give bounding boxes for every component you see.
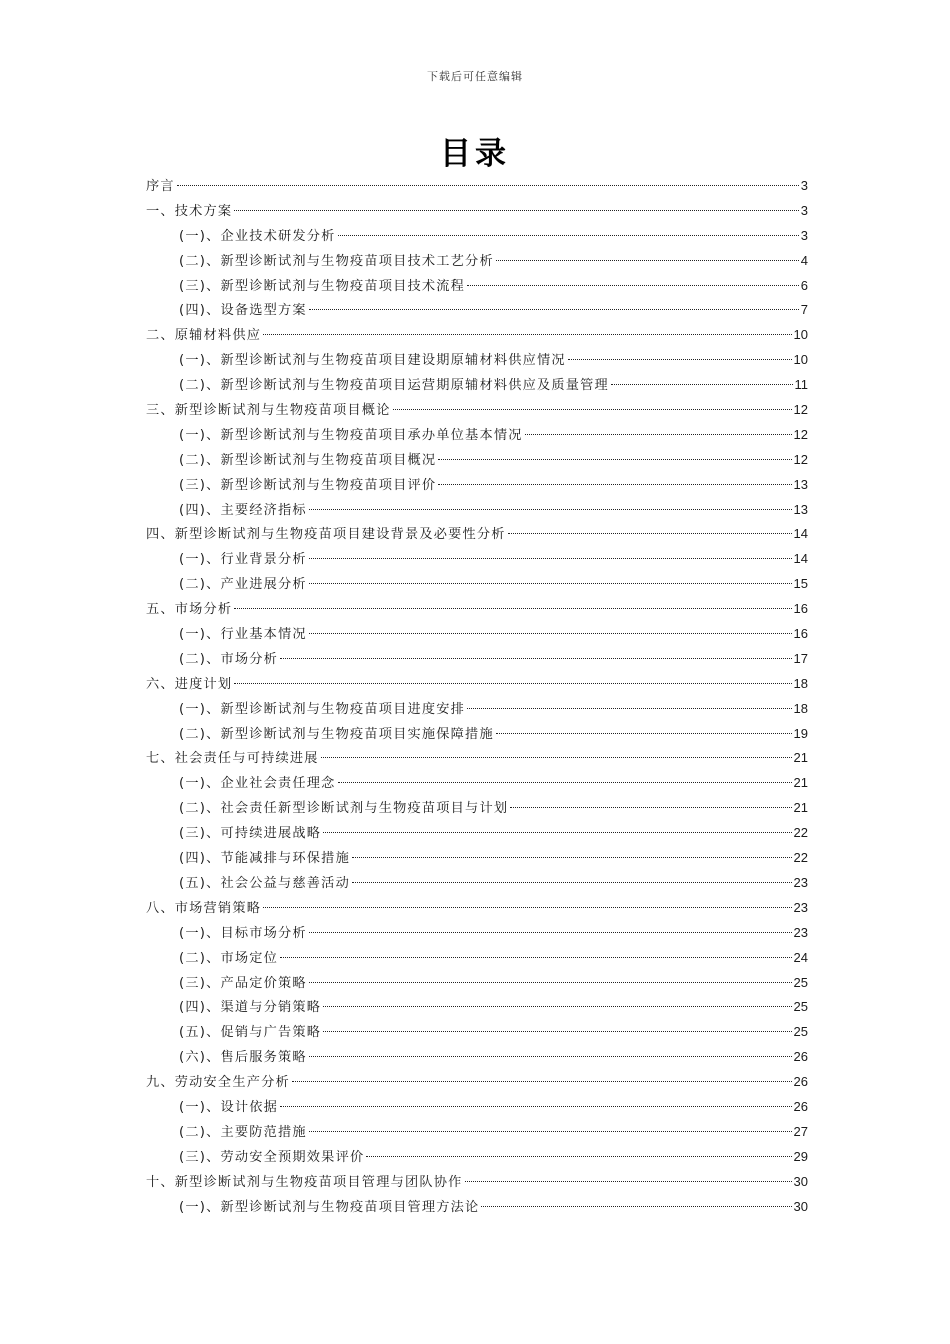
toc-entry-label: 六、进度计划 [146, 676, 233, 692]
toc-chapter-entry[interactable] [146, 597, 808, 622]
toc-section-entry[interactable] [146, 971, 808, 996]
toc-entry-page-number: 27 [793, 1123, 808, 1139]
toc-entry-label: (一)、新型诊断试剂与生物疫苗项目进度安排 [179, 701, 466, 717]
toc-section-entry[interactable] [146, 946, 808, 971]
dot-leader [309, 558, 792, 559]
dot-leader [467, 285, 799, 286]
dot-leader [321, 757, 792, 758]
toc-section-entry[interactable] [146, 871, 808, 896]
toc-entry-label: (六)、售后服务策略 [179, 1050, 307, 1066]
toc-section-entry[interactable] [146, 1095, 808, 1120]
toc-entry-page-number: 21 [793, 750, 808, 766]
toc-entry-label: 九、劳动安全生产分析 [146, 1075, 290, 1091]
toc-section-entry[interactable] [146, 697, 808, 722]
toc-entry-page-number: 29 [793, 1148, 808, 1164]
toc-entry-page-number: 26 [793, 1098, 808, 1114]
toc-entry-label: (一)、行业基本情况 [179, 627, 307, 643]
toc-entry-label: (三)、产品定价策略 [179, 975, 307, 991]
dot-leader [525, 434, 792, 435]
toc-section-entry[interactable] [146, 622, 808, 647]
toc-entry-page-number: 21 [793, 800, 808, 816]
toc-section-entry[interactable] [146, 1045, 808, 1070]
toc-entry-label: (二)、社会责任新型诊断试剂与生物疫苗项目与计划 [179, 801, 509, 817]
toc-section-entry[interactable] [146, 995, 808, 1020]
toc-entry-page-number: 25 [793, 974, 808, 990]
toc-section-entry[interactable] [146, 846, 808, 871]
toc-entry-page-number: 25 [793, 1024, 808, 1040]
toc-entry-label: (四)、渠道与分销策略 [179, 1000, 322, 1016]
toc-entry-page-number: 25 [793, 999, 808, 1015]
toc-section-entry[interactable] [146, 473, 808, 498]
toc-entry-label: 序言 [146, 179, 175, 194]
toc-section-entry[interactable] [146, 224, 808, 249]
dot-leader [438, 459, 791, 460]
dot-leader [234, 608, 791, 609]
toc-entry-label: 七、社会责任与可持续进展 [146, 751, 319, 767]
toc-entry-label: (四)、主要经济指标 [179, 502, 307, 518]
toc-entry-page-number: 18 [793, 675, 808, 691]
toc-entry-label: (一)、设计依据 [179, 1099, 279, 1115]
toc-section-entry[interactable] [146, 796, 808, 821]
toc-entry-label: (二)、新型诊断试剂与生物疫苗项目运营期原辅材料供应及质量管理 [179, 378, 609, 394]
toc-entry-label: (二)、市场定位 [179, 950, 279, 966]
dot-leader [292, 1081, 792, 1082]
toc-entry-page-number: 14 [793, 551, 808, 567]
toc-section-entry[interactable] [146, 373, 808, 398]
toc-entry-page-number: 14 [793, 526, 808, 542]
toc-section-entry[interactable] [146, 722, 808, 747]
toc-entry-page-number: 10 [793, 327, 808, 343]
toc-entry-label: (二)、新型诊断试剂与生物疫苗项目实施保障措施 [179, 726, 494, 742]
toc-chapter-entry[interactable] [146, 1170, 808, 1195]
toc-entry-label: (五)、社会公益与慈善活动 [179, 875, 350, 891]
dot-leader [177, 185, 799, 186]
dot-leader [481, 1206, 791, 1207]
toc-entry-page-number: 3 [800, 178, 808, 193]
toc-section-entry[interactable] [146, 249, 808, 274]
toc-entry-page-number: 19 [793, 725, 808, 741]
toc-entry-page-number: 12 [793, 402, 808, 418]
toc-section-entry[interactable] [146, 1195, 808, 1220]
toc-entry-label: (二)、新型诊断试剂与生物疫苗项目概况 [179, 452, 437, 468]
toc-section-entry[interactable] [146, 1145, 808, 1170]
dot-leader [309, 583, 792, 584]
dot-leader [568, 359, 792, 360]
toc-entry-label: (三)、可持续进展战略 [179, 826, 322, 842]
toc-entry-page-number: 26 [793, 1049, 808, 1065]
dot-leader [393, 409, 792, 410]
toc-entry-label: 五、市场分析 [146, 602, 233, 618]
dot-leader [352, 882, 792, 883]
toc-entry-page-number: 17 [793, 650, 808, 666]
toc-entry-page-number: 23 [793, 899, 808, 915]
dot-leader [510, 807, 791, 808]
toc-entry-label: (一)、新型诊断试剂与生物疫苗项目管理方法论 [179, 1199, 480, 1215]
toc-entry-label: (四)、节能减排与环保措施 [179, 851, 350, 867]
toc-section-entry[interactable] [146, 1020, 808, 1045]
toc-entry-page-number: 23 [793, 874, 808, 890]
dot-leader [323, 1031, 791, 1032]
toc-chapter-entry[interactable] [146, 174, 808, 199]
toc-section-entry[interactable] [146, 274, 808, 299]
toc-entry-page-number: 26 [793, 1074, 808, 1090]
toc-entry-page-number: 22 [793, 825, 808, 841]
toc-chapter-entry[interactable] [146, 896, 808, 921]
dot-leader [280, 957, 792, 958]
toc-entry-label: (一)、行业背景分析 [179, 552, 307, 568]
dot-leader [438, 484, 791, 485]
toc-section-entry[interactable] [146, 348, 808, 373]
dot-leader [508, 533, 792, 534]
toc-entry-page-number: 13 [793, 476, 808, 492]
dot-leader [309, 309, 799, 310]
toc-chapter-entry[interactable] [146, 746, 808, 771]
toc-entry-label: 三、新型诊断试剂与生物疫苗项目概论 [146, 403, 391, 419]
toc-section-entry[interactable] [146, 498, 808, 523]
page-title: 目录 [440, 136, 510, 172]
toc-section-entry[interactable] [146, 647, 808, 672]
toc-entry-label: (一)、新型诊断试剂与生物疫苗项目承办单位基本情况 [179, 427, 523, 443]
toc-section-entry[interactable] [146, 448, 808, 473]
toc-entry-page-number: 18 [793, 700, 808, 716]
toc-section-entry[interactable] [146, 547, 808, 572]
dot-leader [309, 1131, 792, 1132]
dot-leader [309, 633, 792, 634]
toc-entry-label: 二、原辅材料供应 [146, 328, 262, 344]
dot-leader [309, 1056, 792, 1057]
toc-entry-page-number: 7 [800, 302, 808, 318]
toc-entry-page-number: 3 [800, 202, 808, 218]
toc-entry-page-number: 4 [800, 252, 808, 268]
toc-entry-page-number: 22 [793, 850, 808, 866]
toc-entry-label: (三)、新型诊断试剂与生物疫苗项目评价 [179, 477, 437, 493]
toc-entry-page-number: 21 [793, 775, 808, 791]
dot-leader [611, 384, 793, 385]
toc-entry-label: (五)、促销与广告策略 [179, 1025, 322, 1041]
table-of-contents [146, 174, 808, 1219]
dot-leader [309, 932, 792, 933]
toc-chapter-entry[interactable] [146, 398, 808, 423]
toc-entry-label: (一)、目标市场分析 [179, 925, 307, 941]
dot-leader [338, 782, 792, 783]
toc-entry-page-number: 6 [800, 277, 808, 293]
toc-chapter-entry[interactable] [146, 323, 808, 348]
toc-entry-label: (四)、设备选型方案 [179, 303, 307, 319]
dot-leader [263, 334, 791, 335]
toc-entry-page-number: 11 [794, 377, 808, 393]
toc-entry-label: (一)、企业技术研发分析 [179, 228, 336, 244]
toc-entry-page-number: 10 [793, 352, 808, 368]
dot-leader [366, 1156, 791, 1157]
toc-entry-label: (二)、主要防范措施 [179, 1124, 307, 1140]
dot-leader [338, 235, 799, 236]
toc-entry-label: (二)、产业进展分析 [179, 577, 307, 593]
toc-entry-label: (三)、新型诊断试剂与生物疫苗项目技术流程 [179, 278, 466, 294]
toc-chapter-entry[interactable] [146, 672, 808, 697]
toc-entry-page-number: 24 [793, 949, 808, 965]
toc-entry-page-number: 30 [793, 1198, 808, 1214]
dot-leader [263, 907, 791, 908]
toc-entry-page-number: 13 [793, 501, 808, 517]
dot-leader [467, 708, 791, 709]
toc-entry-label: (二)、市场分析 [179, 651, 279, 667]
dot-leader [496, 733, 792, 734]
toc-entry-label: (二)、新型诊断试剂与生物疫苗项目技术工艺分析 [179, 253, 494, 269]
toc-entry-label: 四、新型诊断试剂与生物疫苗项目建设背景及必要性分析 [146, 527, 506, 543]
dot-leader [280, 1106, 792, 1107]
toc-chapter-entry[interactable] [146, 522, 808, 547]
toc-entry-page-number: 16 [793, 601, 808, 617]
toc-entry-label: 一、技术方案 [146, 203, 233, 219]
dot-leader [352, 857, 792, 858]
toc-entry-page-number: 3 [800, 227, 808, 243]
toc-chapter-entry[interactable] [146, 199, 808, 224]
toc-section-entry[interactable] [146, 1120, 808, 1145]
toc-section-entry[interactable] [146, 771, 808, 796]
toc-entry-label: (一)、新型诊断试剂与生物疫苗项目建设期原辅材料供应情况 [179, 353, 566, 369]
dot-leader [309, 982, 792, 983]
dot-leader [323, 1006, 791, 1007]
toc-entry-page-number: 16 [793, 626, 808, 642]
dot-leader [309, 509, 792, 510]
dot-leader [323, 832, 791, 833]
toc-section-entry[interactable] [146, 921, 808, 946]
toc-entry-label: 十、新型诊断试剂与生物疫苗项目管理与团队协作 [146, 1174, 463, 1190]
toc-section-entry[interactable] [146, 572, 808, 597]
dot-leader [234, 210, 798, 211]
toc-entry-label: (三)、劳动安全预期效果评价 [179, 1149, 365, 1165]
toc-entry-page-number: 12 [793, 426, 808, 442]
dot-leader [234, 683, 791, 684]
toc-section-entry[interactable] [146, 298, 808, 323]
toc-chapter-entry[interactable] [146, 1070, 808, 1095]
dot-leader [280, 658, 792, 659]
toc-entry-page-number: 12 [793, 451, 808, 467]
toc-section-entry[interactable] [146, 821, 808, 846]
toc-entry-page-number: 15 [793, 576, 808, 592]
toc-entry-page-number: 30 [793, 1173, 808, 1189]
dot-leader [496, 260, 799, 261]
toc-entry-page-number: 23 [793, 924, 808, 940]
toc-entry-label: (一)、企业社会责任理念 [179, 776, 336, 792]
toc-section-entry[interactable] [146, 423, 808, 448]
header-note: 下载后可任意编辑 [427, 70, 523, 83]
dot-leader [465, 1181, 792, 1182]
toc-entry-label: 八、市场营销策略 [146, 900, 262, 916]
